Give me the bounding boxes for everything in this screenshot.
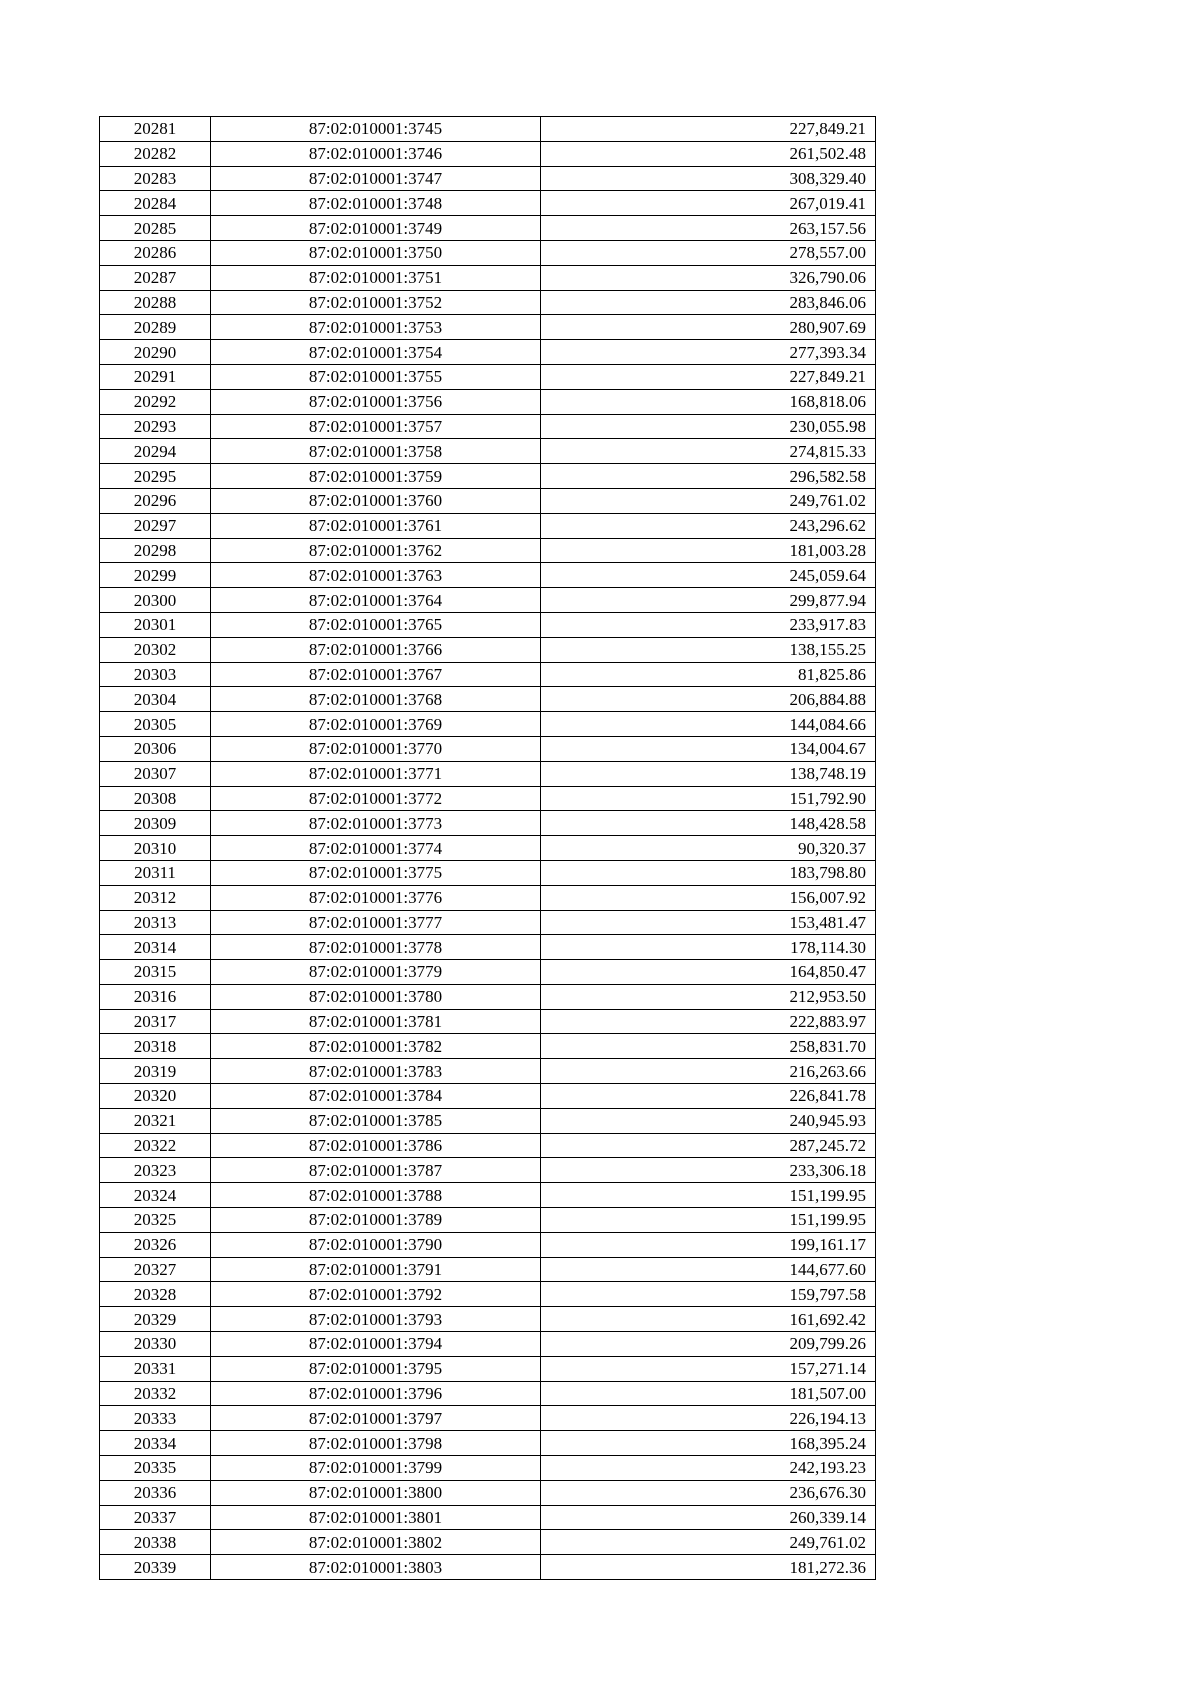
value-cell: 249,761.02 [541, 1530, 876, 1555]
value-cell: 260,339.14 [541, 1505, 876, 1530]
table-row [100, 1257, 876, 1282]
table-row [100, 1034, 876, 1059]
row-number-cell: 20333 [100, 1406, 211, 1431]
table-row [100, 984, 876, 1009]
table-row [100, 389, 876, 414]
cadastral-number-cell: 87:02:010001:3759 [211, 464, 541, 489]
table-row [100, 1108, 876, 1133]
value-cell: 240,945.93 [541, 1108, 876, 1133]
value-cell: 283,846.06 [541, 290, 876, 315]
table-row [100, 513, 876, 538]
value-cell: 178,114.30 [541, 935, 876, 960]
row-number-cell: 20311 [100, 860, 211, 885]
row-number-cell: 20329 [100, 1307, 211, 1332]
row-number-cell: 20302 [100, 637, 211, 662]
table-row [100, 1480, 876, 1505]
table-row [100, 612, 876, 637]
value-cell: 227,849.21 [541, 364, 876, 389]
row-number-cell: 20297 [100, 513, 211, 538]
cadastral-number-cell: 87:02:010001:3797 [211, 1406, 541, 1431]
row-number-cell: 20314 [100, 935, 211, 960]
table-row [100, 811, 876, 836]
cadastral-number-cell: 87:02:010001:3758 [211, 439, 541, 464]
row-number-cell: 20328 [100, 1282, 211, 1307]
row-number-cell: 20307 [100, 761, 211, 786]
cadastral-number-cell: 87:02:010001:3802 [211, 1530, 541, 1555]
table-row [100, 786, 876, 811]
table-row [100, 166, 876, 191]
cadastral-number-cell: 87:02:010001:3793 [211, 1307, 541, 1332]
cadastral-number-cell: 87:02:010001:3778 [211, 935, 541, 960]
row-number-cell: 20317 [100, 1009, 211, 1034]
table-row [100, 1530, 876, 1555]
value-cell: 159,797.58 [541, 1282, 876, 1307]
row-number-cell: 20312 [100, 885, 211, 910]
table-row [100, 1059, 876, 1084]
cadastral-number-cell: 87:02:010001:3774 [211, 836, 541, 861]
value-cell: 168,395.24 [541, 1431, 876, 1456]
cadastral-number-cell: 87:02:010001:3768 [211, 687, 541, 712]
cadastral-number-cell: 87:02:010001:3785 [211, 1108, 541, 1133]
table-row [100, 538, 876, 563]
table-row [100, 1208, 876, 1233]
table-row [100, 1009, 876, 1034]
cadastral-number-cell: 87:02:010001:3745 [211, 117, 541, 142]
value-cell: 326,790.06 [541, 265, 876, 290]
cadastral-number-cell: 87:02:010001:3781 [211, 1009, 541, 1034]
table-row [100, 1406, 876, 1431]
value-cell: 90,320.37 [541, 836, 876, 861]
table-row [100, 191, 876, 216]
cadastral-number-cell: 87:02:010001:3754 [211, 340, 541, 365]
row-number-cell: 20288 [100, 290, 211, 315]
row-number-cell: 20336 [100, 1480, 211, 1505]
cadastral-number-cell: 87:02:010001:3748 [211, 191, 541, 216]
row-number-cell: 20320 [100, 1084, 211, 1109]
table-body [100, 117, 876, 1580]
cadastral-number-cell: 87:02:010001:3801 [211, 1505, 541, 1530]
cadastral-number-cell: 87:02:010001:3789 [211, 1208, 541, 1233]
table-row [100, 464, 876, 489]
cadastral-number-cell: 87:02:010001:3800 [211, 1480, 541, 1505]
row-number-cell: 20334 [100, 1431, 211, 1456]
value-cell: 226,841.78 [541, 1084, 876, 1109]
cadastral-number-cell: 87:02:010001:3753 [211, 315, 541, 340]
cadastral-number-cell: 87:02:010001:3762 [211, 538, 541, 563]
value-cell: 181,507.00 [541, 1381, 876, 1406]
cadastral-number-cell: 87:02:010001:3776 [211, 885, 541, 910]
value-cell: 296,582.58 [541, 464, 876, 489]
row-number-cell: 20283 [100, 166, 211, 191]
value-cell: 299,877.94 [541, 588, 876, 613]
value-cell: 226,194.13 [541, 1406, 876, 1431]
cadastral-number-cell: 87:02:010001:3803 [211, 1555, 541, 1580]
value-cell: 156,007.92 [541, 885, 876, 910]
table-row [100, 662, 876, 687]
value-cell: 222,883.97 [541, 1009, 876, 1034]
table-row [100, 761, 876, 786]
row-number-cell: 20298 [100, 538, 211, 563]
row-number-cell: 20281 [100, 117, 211, 142]
cadastral-number-cell: 87:02:010001:3761 [211, 513, 541, 538]
table-row [100, 141, 876, 166]
row-number-cell: 20303 [100, 662, 211, 687]
value-cell: 277,393.34 [541, 340, 876, 365]
row-number-cell: 20286 [100, 240, 211, 265]
value-cell: 308,329.40 [541, 166, 876, 191]
table-row [100, 1084, 876, 1109]
cadastral-number-cell: 87:02:010001:3769 [211, 712, 541, 737]
cadastral-number-cell: 87:02:010001:3799 [211, 1456, 541, 1481]
row-number-cell: 20308 [100, 786, 211, 811]
row-number-cell: 20324 [100, 1183, 211, 1208]
value-cell: 138,748.19 [541, 761, 876, 786]
cadastral-number-cell: 87:02:010001:3783 [211, 1059, 541, 1084]
row-number-cell: 20323 [100, 1158, 211, 1183]
value-cell: 199,161.17 [541, 1232, 876, 1257]
row-number-cell: 20291 [100, 364, 211, 389]
value-cell: 216,263.66 [541, 1059, 876, 1084]
table-row [100, 414, 876, 439]
cadastral-number-cell: 87:02:010001:3772 [211, 786, 541, 811]
value-cell: 261,502.48 [541, 141, 876, 166]
row-number-cell: 20330 [100, 1332, 211, 1357]
row-number-cell: 20331 [100, 1356, 211, 1381]
table-row [100, 364, 876, 389]
value-cell: 263,157.56 [541, 216, 876, 241]
table-row [100, 240, 876, 265]
cadastral-number-cell: 87:02:010001:3757 [211, 414, 541, 439]
value-cell: 151,199.95 [541, 1208, 876, 1233]
table-row [100, 265, 876, 290]
value-cell: 212,953.50 [541, 984, 876, 1009]
row-number-cell: 20315 [100, 960, 211, 985]
row-number-cell: 20309 [100, 811, 211, 836]
value-cell: 258,831.70 [541, 1034, 876, 1059]
cadastral-number-cell: 87:02:010001:3750 [211, 240, 541, 265]
table-row [100, 563, 876, 588]
table-row [100, 1381, 876, 1406]
value-cell: 138,155.25 [541, 637, 876, 662]
row-number-cell: 20305 [100, 712, 211, 737]
table-row [100, 836, 876, 861]
cadastral-number-cell: 87:02:010001:3763 [211, 563, 541, 588]
cadastral-number-cell: 87:02:010001:3775 [211, 860, 541, 885]
row-number-cell: 20327 [100, 1257, 211, 1282]
row-number-cell: 20296 [100, 488, 211, 513]
value-cell: 267,019.41 [541, 191, 876, 216]
table-row [100, 687, 876, 712]
value-cell: 287,245.72 [541, 1133, 876, 1158]
table-row [100, 1431, 876, 1456]
table-row [100, 588, 876, 613]
table-row [100, 637, 876, 662]
value-cell: 144,084.66 [541, 712, 876, 737]
cadastral-number-cell: 87:02:010001:3764 [211, 588, 541, 613]
value-cell: 233,306.18 [541, 1158, 876, 1183]
table-row [100, 1232, 876, 1257]
cadastral-number-cell: 87:02:010001:3791 [211, 1257, 541, 1282]
value-cell: 153,481.47 [541, 910, 876, 935]
cadastral-number-cell: 87:02:010001:3780 [211, 984, 541, 1009]
table-row [100, 439, 876, 464]
cadastral-number-cell: 87:02:010001:3787 [211, 1158, 541, 1183]
cadastral-number-cell: 87:02:010001:3790 [211, 1232, 541, 1257]
row-number-cell: 20289 [100, 315, 211, 340]
row-number-cell: 20319 [100, 1059, 211, 1084]
row-number-cell: 20321 [100, 1108, 211, 1133]
row-number-cell: 20301 [100, 612, 211, 637]
table-row [100, 1158, 876, 1183]
row-number-cell: 20292 [100, 389, 211, 414]
value-cell: 242,193.23 [541, 1456, 876, 1481]
value-cell: 233,917.83 [541, 612, 876, 637]
table-row [100, 910, 876, 935]
cadastral-number-cell: 87:02:010001:3794 [211, 1332, 541, 1357]
value-cell: 206,884.88 [541, 687, 876, 712]
cadastral-number-cell: 87:02:010001:3786 [211, 1133, 541, 1158]
value-cell: 183,798.80 [541, 860, 876, 885]
row-number-cell: 20338 [100, 1530, 211, 1555]
cadastral-number-cell: 87:02:010001:3746 [211, 141, 541, 166]
row-number-cell: 20293 [100, 414, 211, 439]
cadastral-number-cell: 87:02:010001:3749 [211, 216, 541, 241]
cadastral-number-cell: 87:02:010001:3770 [211, 736, 541, 761]
row-number-cell: 20322 [100, 1133, 211, 1158]
row-number-cell: 20316 [100, 984, 211, 1009]
value-cell: 157,271.14 [541, 1356, 876, 1381]
table-row [100, 736, 876, 761]
table-row [100, 290, 876, 315]
value-cell: 81,825.86 [541, 662, 876, 687]
value-cell: 151,792.90 [541, 786, 876, 811]
value-cell: 164,850.47 [541, 960, 876, 985]
table-row [100, 935, 876, 960]
table-row [100, 885, 876, 910]
table-row [100, 1332, 876, 1357]
row-number-cell: 20294 [100, 439, 211, 464]
cadastral-number-cell: 87:02:010001:3795 [211, 1356, 541, 1381]
cadastral-number-cell: 87:02:010001:3747 [211, 166, 541, 191]
value-cell: 280,907.69 [541, 315, 876, 340]
table-row [100, 340, 876, 365]
row-number-cell: 20304 [100, 687, 211, 712]
cadastral-number-cell: 87:02:010001:3784 [211, 1084, 541, 1109]
table-row [100, 860, 876, 885]
value-cell: 274,815.33 [541, 439, 876, 464]
value-cell: 134,004.67 [541, 736, 876, 761]
row-number-cell: 20287 [100, 265, 211, 290]
cadastral-number-cell: 87:02:010001:3767 [211, 662, 541, 687]
value-cell: 278,557.00 [541, 240, 876, 265]
table-row [100, 1183, 876, 1208]
cadastral-number-cell: 87:02:010001:3766 [211, 637, 541, 662]
value-cell: 209,799.26 [541, 1332, 876, 1357]
value-cell: 161,692.42 [541, 1307, 876, 1332]
cadastral-number-cell: 87:02:010001:3779 [211, 960, 541, 985]
value-cell: 151,199.95 [541, 1183, 876, 1208]
value-cell: 230,055.98 [541, 414, 876, 439]
table-row [100, 1505, 876, 1530]
row-number-cell: 20335 [100, 1456, 211, 1481]
value-cell: 181,272.36 [541, 1555, 876, 1580]
value-cell: 243,296.62 [541, 513, 876, 538]
cadastral-number-cell: 87:02:010001:3777 [211, 910, 541, 935]
table-row [100, 960, 876, 985]
table-row [100, 712, 876, 737]
value-cell: 148,428.58 [541, 811, 876, 836]
value-cell: 249,761.02 [541, 488, 876, 513]
cadastral-number-cell: 87:02:010001:3792 [211, 1282, 541, 1307]
table-row [100, 117, 876, 142]
row-number-cell: 20318 [100, 1034, 211, 1059]
cadastral-number-cell: 87:02:010001:3798 [211, 1431, 541, 1456]
value-cell: 144,677.60 [541, 1257, 876, 1282]
row-number-cell: 20284 [100, 191, 211, 216]
value-cell: 236,676.30 [541, 1480, 876, 1505]
value-cell: 168,818.06 [541, 389, 876, 414]
value-cell: 181,003.28 [541, 538, 876, 563]
value-cell: 245,059.64 [541, 563, 876, 588]
cadastral-number-cell: 87:02:010001:3796 [211, 1381, 541, 1406]
table-row [100, 1133, 876, 1158]
cadastral-number-cell: 87:02:010001:3765 [211, 612, 541, 637]
table-row [100, 488, 876, 513]
cadastral-number-cell: 87:02:010001:3760 [211, 488, 541, 513]
cadastral-number-cell: 87:02:010001:3756 [211, 389, 541, 414]
cadastral-number-cell: 87:02:010001:3773 [211, 811, 541, 836]
cadastral-number-cell: 87:02:010001:3755 [211, 364, 541, 389]
row-number-cell: 20337 [100, 1505, 211, 1530]
row-number-cell: 20299 [100, 563, 211, 588]
cadastral-number-cell: 87:02:010001:3788 [211, 1183, 541, 1208]
row-number-cell: 20282 [100, 141, 211, 166]
table-row [100, 315, 876, 340]
cadastral-number-cell: 87:02:010001:3752 [211, 290, 541, 315]
table-row [100, 1307, 876, 1332]
row-number-cell: 20339 [100, 1555, 211, 1580]
table-row [100, 1356, 876, 1381]
table-row [100, 216, 876, 241]
row-number-cell: 20313 [100, 910, 211, 935]
table-row [100, 1456, 876, 1481]
row-number-cell: 20310 [100, 836, 211, 861]
data-table [99, 116, 876, 1580]
value-cell: 227,849.21 [541, 117, 876, 142]
row-number-cell: 20325 [100, 1208, 211, 1233]
table-row [100, 1555, 876, 1580]
row-number-cell: 20285 [100, 216, 211, 241]
cadastral-number-cell: 87:02:010001:3751 [211, 265, 541, 290]
cadastral-number-cell: 87:02:010001:3771 [211, 761, 541, 786]
table-row [100, 1282, 876, 1307]
row-number-cell: 20290 [100, 340, 211, 365]
row-number-cell: 20300 [100, 588, 211, 613]
row-number-cell: 20306 [100, 736, 211, 761]
row-number-cell: 20326 [100, 1232, 211, 1257]
cadastral-number-cell: 87:02:010001:3782 [211, 1034, 541, 1059]
row-number-cell: 20332 [100, 1381, 211, 1406]
row-number-cell: 20295 [100, 464, 211, 489]
